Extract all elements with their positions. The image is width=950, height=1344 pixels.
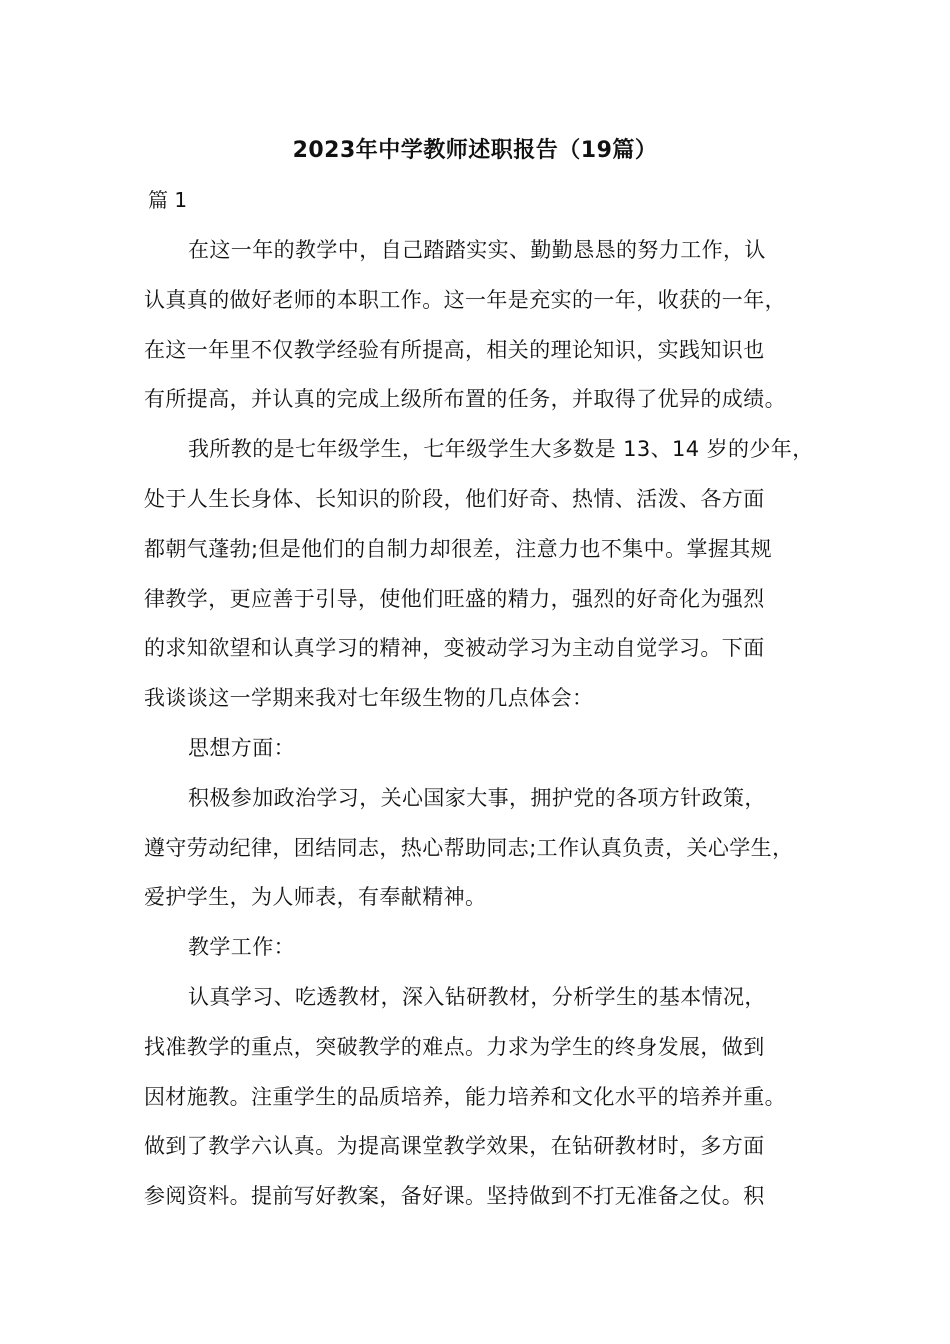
text-line: 在这一年的教学中，自己踏踏实实、勤勤恳恳的努力工作，认 [188,238,766,262]
text-line: 有所提高，并认真的完成上级所布置的任务，并取得了优异的成绩。 [144,387,786,412]
body-text [144,232,830,1228]
text-line: 做到了教学六认真。为提高课堂教学效果，在钻研教材时，多方面 [144,1134,765,1159]
text-line: 我所教的是七年级学生，七年级学生大多数是 13、14 岁的少年， [188,437,814,462]
text-line: 处于人生长身体、长知识的阶段，他们好奇、热情、活泼、各方面 [144,486,765,511]
text-line: 认真真的做好老师的本职工作。这一年是充实的一年，收获的一年， [144,287,786,312]
document-title: 2023年中学教师述职报告（19篇） [292,138,658,163]
text-line: 的求知欲望和认真学习的精神，变被动学习为主动自觉学习。下面 [144,636,765,661]
text-line: 积极参加政治学习，关心国家大事，拥护党的各项方针政策， [188,785,766,810]
text-line: 因材施教。注重学生的品质培养，能力培养和文化水平的培养并重。 [144,1084,786,1109]
text-line: 参阅资料。提前写好教案，备好课。坚持做到不打无准备之仗。积 [144,1184,765,1209]
section-label: 篇 1 [148,188,188,212]
text-line: 思想方面： [188,735,295,760]
text-line: 我谈谈这一学期来我对七年级生物的几点体会： [144,686,594,711]
text-line: 遵守劳动纪律，团结同志，热心帮助同志;工作认真负责，关心学生， [144,835,794,860]
text-line: 爱护学生，为人师表，有奉献精神。 [144,885,487,910]
text-line: 律教学，更应善于引导，使他们旺盛的精力，强烈的好奇化为强烈 [144,586,765,611]
text-line: 找准教学的重点，突破教学的难点。力求为学生的终身发展，做到 [144,1034,765,1059]
text-line: 教学工作： [188,935,295,960]
text-line: 都朝气蓬勃;但是他们的自制力却很差，注意力也不集中。掌握其规 [144,536,773,561]
text-line: 认真学习、吃透教材，深入钻研教材，分析学生的基本情况， [188,984,766,1009]
text-line: 在这一年里不仅教学经验有所提高，相关的理论知识，实践知识也 [144,337,765,362]
